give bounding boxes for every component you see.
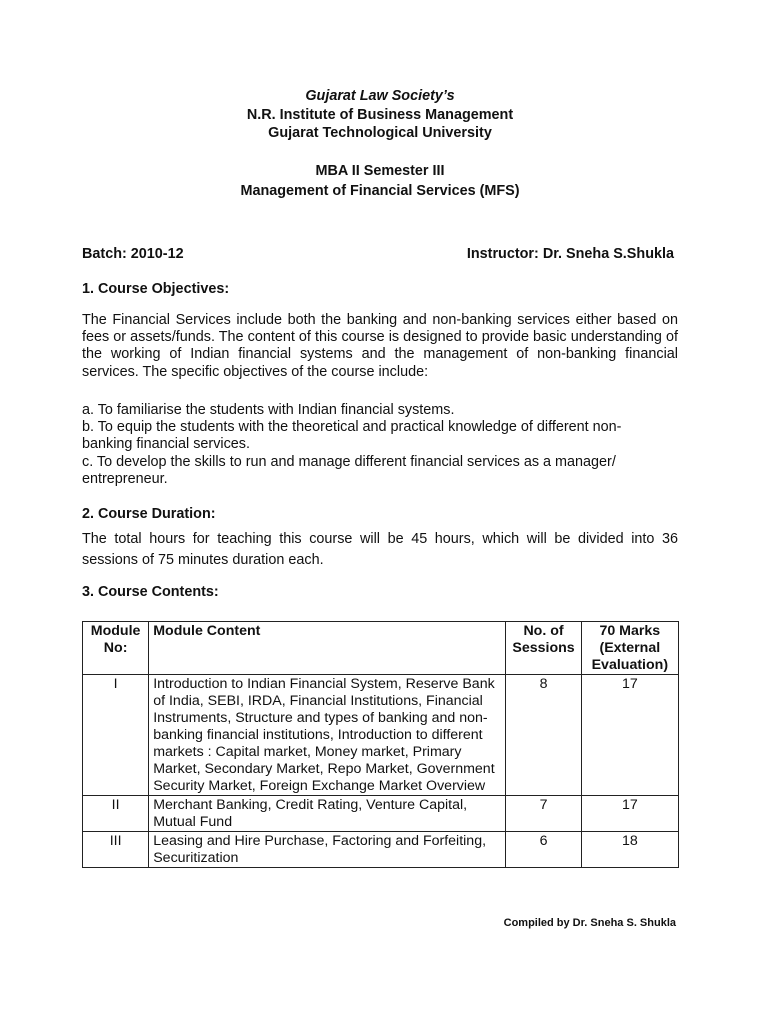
instructor-label: Instructor: Dr. Sneha S.Shukla xyxy=(466,246,674,262)
course-title: Management of Financial Services (MFS) xyxy=(240,183,520,199)
module-no: III xyxy=(83,832,149,868)
table-header-row xyxy=(83,622,679,675)
module-sessions: 8 xyxy=(506,675,581,796)
duration-text: The total hours for teaching this course will be 45 hours, which will be divided into 36 sessions of 75 minutes duration each. xyxy=(82,531,678,568)
footer-compiled-by: Compiled by Dr. Sneha S. Shukla xyxy=(503,917,676,929)
course-contents-table xyxy=(82,621,679,868)
module-content: Introduction to Indian Financial System, Reserve Bank of India, SEBI, IRDA, Financial Institutions, Financial Instruments, Structure and types of banking and non-banking financial institutions, Introduction to different markets : Capital market, Money market, Primary Market, Secondary Market, Repo Market, Government Security Market, Foreign Exchange Market Overview xyxy=(149,675,506,796)
module-no: I xyxy=(83,675,149,796)
contents-heading: 3. Course Contents: xyxy=(82,584,219,600)
header-module-no: Module No: xyxy=(83,622,149,675)
duration-heading: 2. Course Duration: xyxy=(82,506,216,522)
batch-label: Batch: 2010-12 xyxy=(82,246,184,262)
institute-name: N.R. Institute of Business Management xyxy=(246,107,514,123)
table-row xyxy=(83,675,679,796)
objectives-heading: 1. Course Objectives: xyxy=(82,281,230,297)
module-no: II xyxy=(83,796,149,832)
objective-item-a: a. To familiarise the students with Indian financial systems. xyxy=(82,402,455,418)
module-content: Leasing and Hire Purchase, Factoring and Forfeiting, Securitization xyxy=(149,832,506,868)
module-marks: 17 xyxy=(581,675,678,796)
header-module-content: Module Content xyxy=(149,622,506,675)
module-marks: 18 xyxy=(581,832,678,868)
header-marks: 70 Marks (External Evaluation) xyxy=(581,622,678,675)
society-name: Gujarat Law Society’s xyxy=(305,88,455,104)
module-sessions: 7 xyxy=(506,796,581,832)
module-sessions: 6 xyxy=(506,832,581,868)
table-row xyxy=(83,796,679,832)
table-row xyxy=(83,832,679,868)
university-name: Gujarat Technological University xyxy=(268,125,492,141)
objective-item-c: c. To develop the skills to run and manage different financial services as a manager/ entrepreneur. xyxy=(82,454,616,488)
module-content: Merchant Banking, Credit Rating, Venture Capital, Mutual Fund xyxy=(149,796,506,832)
objective-item-b: b. To equip the students with the theoretical and practical knowledge of different non-banking financial services. xyxy=(82,419,622,453)
objectives-text: The Financial Services include both the banking and non-banking services either based on fees or assets/funds. The content of this course is designed to provide basic understanding of the working of Indian financial systems and the management of non-banking financial services. The specific objectives of the course include: xyxy=(82,312,678,380)
program-title: MBA II Semester III xyxy=(315,163,445,179)
module-marks: 17 xyxy=(581,796,678,832)
header-sessions: No. of Sessions xyxy=(506,622,581,675)
